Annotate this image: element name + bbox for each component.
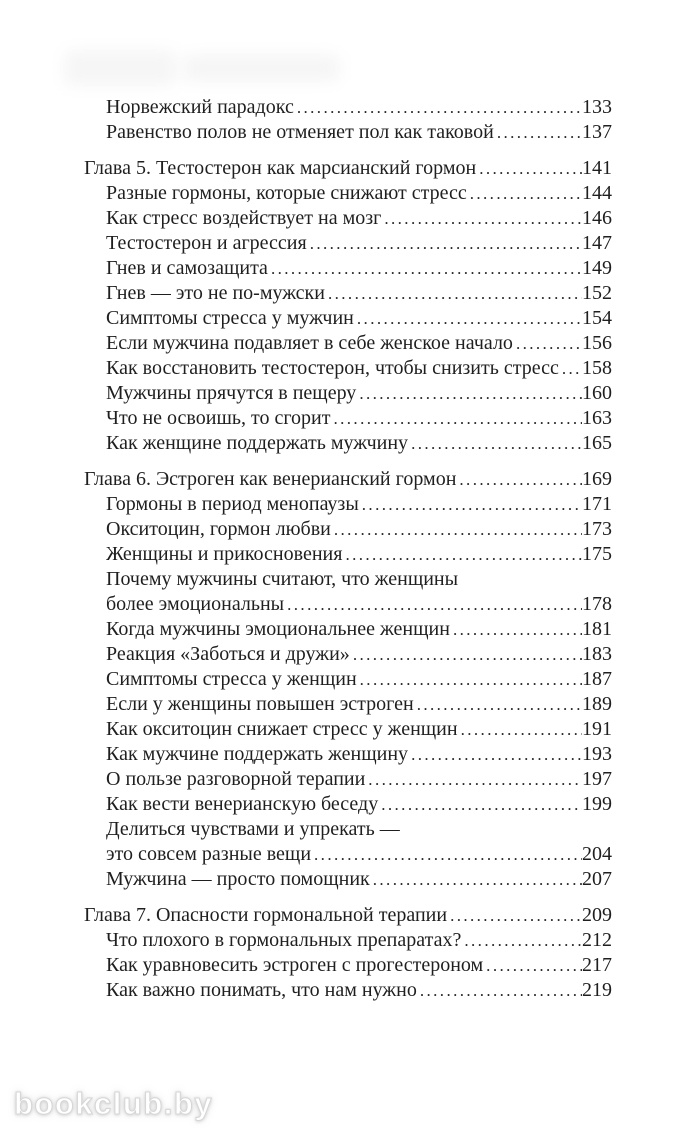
toc-entry-row (84, 381, 612, 406)
page-number: 183 (582, 643, 612, 665)
page-number: 217 (582, 954, 612, 976)
toc-entry-title: Симптомы стресса у мужчин (106, 307, 354, 329)
dot-leader (268, 256, 582, 281)
toc-entry-row (84, 953, 612, 978)
toc-entry-title: Делиться чувствами и упрекать — (106, 818, 400, 840)
erased-header-smudge (182, 54, 340, 82)
toc-entry-row (84, 517, 612, 542)
toc-entry-title: Симптомы стресса у женщин (106, 668, 357, 690)
page-number: 181 (582, 618, 612, 640)
toc-entry-row (84, 928, 612, 953)
toc-entry-title: Как женщине поддержать мужчину (106, 432, 409, 454)
dot-leader (476, 156, 582, 181)
dot-leader (414, 692, 582, 717)
dot-leader (513, 331, 582, 356)
toc-entry-title: Тестостерон и агрессия (106, 232, 307, 254)
toc-entry-row (84, 667, 612, 692)
toc-entry-row (84, 95, 612, 120)
toc-section (84, 156, 612, 456)
watermark-text: bookclub.by (14, 1086, 214, 1121)
page-number: 141 (582, 157, 612, 179)
page-number: 187 (582, 668, 612, 690)
page-number: 204 (582, 843, 612, 865)
page-number: 197 (582, 768, 612, 790)
toc-entry-title: Глава 7. Опасности гормональной терапии (84, 904, 448, 926)
toc-entry-row (84, 642, 612, 667)
dot-leader (294, 95, 582, 120)
dot-leader (458, 717, 582, 742)
dot-leader (357, 667, 582, 692)
toc-entry-row (84, 431, 612, 456)
table-of-contents (84, 95, 612, 1003)
toc-entry-title: Почему мужчины считают, что женщины (106, 568, 459, 590)
page-number: 219 (582, 979, 612, 1001)
dot-leader (342, 542, 582, 567)
dot-leader (417, 978, 582, 1003)
dot-leader (365, 767, 582, 792)
toc-entry-title: Глава 6. Эстроген как венерианский гормон (84, 468, 457, 490)
dot-leader (408, 431, 582, 456)
dot-leader (408, 742, 582, 767)
toc-entry-row (84, 356, 612, 381)
page-number: 207 (582, 868, 612, 890)
toc-entry-title: Реакция «Заботься и дружи» (106, 643, 350, 665)
toc-entry-title: более эмоциональны (106, 593, 285, 615)
toc-entry-row (84, 406, 612, 431)
dot-leader (467, 181, 582, 206)
page-number: 137 (582, 121, 612, 143)
page-number: 212 (582, 929, 612, 951)
toc-entry-title: Как стресс воздействует на мозг (106, 207, 382, 229)
page-number: 178 (582, 593, 612, 615)
toc-chapter-row (84, 467, 612, 492)
dot-leader (354, 306, 582, 331)
page-number: 158 (582, 357, 612, 379)
toc-entry-title: О пользе разговорной терапии (106, 768, 366, 790)
page-number: 189 (582, 693, 612, 715)
page-number: 169 (582, 468, 612, 490)
dot-leader (370, 867, 582, 892)
dot-leader (330, 406, 582, 431)
toc-entry-row (84, 792, 612, 817)
dot-leader (456, 467, 582, 492)
toc-entry-title: Гнев и самозащита (106, 257, 268, 279)
toc-entry-row (84, 120, 612, 145)
toc-entry-title: Как восстановить тестостерон, чтобы снизить стресс (106, 357, 559, 379)
page-number: 175 (582, 543, 612, 565)
page-number: 156 (582, 332, 612, 354)
page-number: 160 (582, 382, 612, 404)
toc-entry-title: Глава 5. Тестостерон как марсианский гормон (84, 157, 477, 179)
toc-entry-title: Как уравновесить эстроген с прогестероном (106, 954, 484, 976)
toc-chapter-row (84, 156, 612, 181)
toc-section (84, 903, 612, 1003)
toc-entry-title: Разные гормоны, которые снижают стресс (106, 182, 467, 204)
dot-leader (359, 492, 582, 517)
toc-entry-title: Если у женщины повышен эстроген (106, 693, 414, 715)
toc-entry-row (84, 742, 612, 767)
toc-entry-row (84, 817, 612, 842)
dot-leader (378, 792, 582, 817)
dot-leader (284, 592, 582, 617)
toc-entry-title: Что не освоишь, то сгорит (106, 407, 331, 429)
toc-entry-row (84, 492, 612, 517)
toc-entry-row (84, 617, 612, 642)
toc-entry-title: Гнев — это не по-мужски (106, 282, 325, 304)
toc-entry-row (84, 842, 612, 867)
toc-entry-title: Как окситоцин снижает стресс у женщин (106, 718, 458, 740)
toc-section (84, 95, 612, 145)
toc-entry-title: Мужчины прячутся в пещеру (106, 382, 357, 404)
toc-entry-row (84, 256, 612, 281)
page-number: 163 (582, 407, 612, 429)
toc-entry-row (84, 331, 612, 356)
toc-entry-row (84, 281, 612, 306)
toc-entry-title: Если мужчина подавляет в себе женское начало (106, 332, 513, 354)
page-number: 173 (582, 518, 612, 540)
dot-leader (450, 617, 582, 642)
toc-entry-title: Как вести венерианскую беседу (106, 793, 379, 815)
toc-entry-title: Как важно понимать, что нам нужно (106, 979, 417, 1001)
erased-header-smudge (64, 50, 176, 86)
page-number: 149 (582, 257, 612, 279)
page-number: 152 (582, 282, 612, 304)
toc-entry-row (84, 592, 612, 617)
toc-entry-row (84, 181, 612, 206)
page-number: 144 (582, 182, 612, 204)
dot-leader (350, 642, 582, 667)
toc-entry-row (84, 867, 612, 892)
toc-entry-row (84, 206, 612, 231)
toc-entry-title: Как мужчине поддержать женщину (106, 743, 409, 765)
page-number: 147 (582, 232, 612, 254)
toc-entry-title: Равенство полов не отменяет пол как таковой (106, 121, 494, 143)
toc-entry-title: Гормоны в период менопаузы (106, 493, 359, 515)
toc-entry-row (84, 567, 612, 592)
toc-entry-title: Когда мужчины эмоциональнее женщин (106, 618, 450, 640)
dot-leader (307, 231, 582, 256)
toc-entry-row (84, 717, 612, 742)
page-number: 133 (582, 96, 612, 118)
dot-leader (461, 928, 582, 953)
toc-entry-row (84, 978, 612, 1003)
toc-entry-title: Что плохого в гормональных препаратах? (106, 929, 462, 951)
toc-entry-title: Женщины и прикосновения (106, 543, 343, 565)
toc-entry-title: это совсем разные вещи (106, 843, 312, 865)
toc-entry-title: Норвежский парадокс (106, 96, 294, 118)
toc-chapter-row (84, 903, 612, 928)
dot-leader (447, 903, 582, 928)
toc-entry-title: Мужчина — просто помощник (106, 868, 370, 890)
dot-leader (381, 206, 582, 231)
dot-leader (483, 953, 582, 978)
dot-leader (325, 281, 582, 306)
page-number: 146 (582, 207, 612, 229)
page-number: 193 (582, 743, 612, 765)
dot-leader (311, 842, 582, 867)
dot-leader (356, 381, 582, 406)
page-number: 165 (582, 432, 612, 454)
dot-leader (494, 120, 582, 145)
page-number: 199 (582, 793, 612, 815)
toc-entry-row (84, 692, 612, 717)
dot-leader (331, 517, 582, 542)
toc-section (84, 467, 612, 892)
toc-entry-row (84, 542, 612, 567)
toc-entry-title: Окситоцин, гормон любви (106, 518, 331, 540)
page-number: 209 (582, 904, 612, 926)
toc-entry-row (84, 306, 612, 331)
toc-entry-row (84, 231, 612, 256)
toc-entry-row (84, 767, 612, 792)
page-number: 154 (582, 307, 612, 329)
page-number: 171 (582, 493, 612, 515)
dot-leader (559, 356, 582, 381)
page-number: 191 (582, 718, 612, 740)
